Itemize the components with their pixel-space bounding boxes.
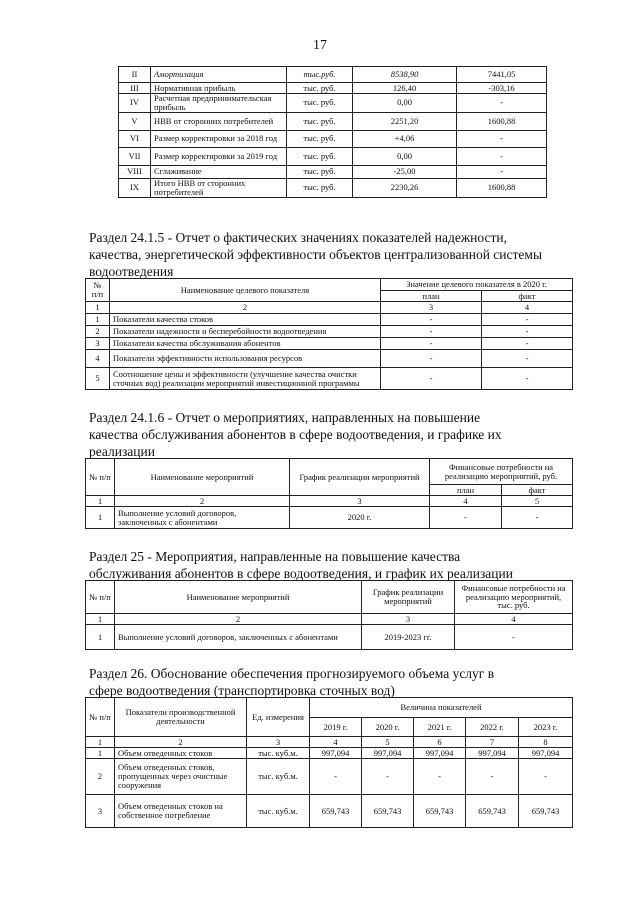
table-row [119,178,547,197]
table-cell: 4 [482,302,573,314]
cell-v1: -25,00 [353,165,457,178]
table-cell: 7 [466,737,519,748]
table-row [119,94,547,113]
cell-plan: - [381,350,482,368]
col-header-year: 2021 г. [414,718,466,737]
col-header-year: 2020 г. [362,718,414,737]
cell-fact: - [482,338,573,350]
cell-v2: - [457,130,547,147]
index-row [86,496,573,507]
cell-plan: - [381,338,482,350]
cell-unit: тыс. руб. [287,112,353,130]
cell-value: 997,094 [362,748,414,759]
col-header-num: № п/п [86,581,115,614]
table-cell: - [455,625,573,650]
cell-v1: 0,00 [353,94,457,113]
table-cell: 2 [115,737,247,748]
cell-fact: - [482,350,573,368]
col-header-name: Показатели производственной деятельности [115,698,247,737]
table-cell: 3 [290,496,430,507]
cell-fact: - [482,314,573,326]
section-24-1-5-heading: Раздел 24.1.5 - Отчет о фактических значениях показателей надежности, качества, энергетической эффективности объектов централизованной системы водоотведения [89,230,543,279]
cell-value: 659,743 [362,795,414,828]
cell-value: - [466,759,519,795]
cell-name: Размер корректировки за 2018 год [151,130,287,147]
table-row [86,748,573,759]
service-volume-table [85,697,573,828]
table-cell: 2 [110,302,381,314]
col-header-num: № п/п [86,698,115,737]
cell-name: Объем отведенных стоков, пропущенных через очистные сооружения [115,759,247,795]
target-indicators-table [85,278,573,390]
cell-num: IX [119,178,151,197]
table-row [119,130,547,147]
table-cell: 2 [115,496,290,507]
table-cell: 4 [455,614,573,625]
cell-num: 5 [86,368,110,390]
cell-name: Показатели надежности и бесперебойности водоотведения [110,326,381,338]
cell-unit: тыс. куб.м. [247,759,310,795]
table-cell: 4 [310,737,362,748]
table-cell: 2020 г. [290,507,430,529]
table-row [86,795,573,828]
cell-value: - [519,759,573,795]
col-header-plan: план [430,485,502,496]
col-header-year: 2022 г. [466,718,519,737]
cell-name: Итого НВВ от сторонних потребителей [151,178,287,197]
table-cell: 2 [115,614,362,625]
col-header-fact: факт [502,485,573,496]
cell-name: Размер корректировки за 2019 год [151,147,287,165]
cell-value: 659,743 [466,795,519,828]
section-26-heading: Раздел 26. Обоснование обеспечения прогнозируемого объема услуг в сфере водоотведения (транспортировка сточных вод) [89,666,495,698]
cell-num: 2 [86,326,110,338]
cell-plan: - [381,326,482,338]
cell-v2: 1600,88 [457,178,547,197]
cell-value: 659,743 [519,795,573,828]
table-cell: 4 [430,496,502,507]
cell-name: Показатели эффективности использования ресурсов [110,350,381,368]
cell-num: VI [119,130,151,147]
table-cell: 1 [86,625,115,650]
table-cell: 5 [362,737,414,748]
cell-name: Нормативная прибыль [151,83,287,94]
cell-unit: тыс. руб. [287,94,353,113]
cell-value: - [414,759,466,795]
table-cell: 6 [414,737,466,748]
cell-v2: 7441,05 [457,67,547,83]
table-row [86,507,573,529]
table-row [119,112,547,130]
cell-value: 997,094 [310,748,362,759]
table-row [119,165,547,178]
cell-v1: 2251,20 [353,112,457,130]
cell-fact: - [482,326,573,338]
table-cell: 3 [381,302,482,314]
section-25-heading: Раздел 25 - Мероприятия, направленные на повышение качества обслуживания абонентов в сфере водоотведения, и график их реализации [89,549,513,581]
col-header-num: № п/п [86,279,110,302]
cell-unit: тыс. руб. [287,178,353,197]
col-header-unit: Ед. измерения [247,698,310,737]
cell-num: 3 [86,795,115,828]
cell-unit: тыс. руб. [287,83,353,94]
table-cell: 1 [86,507,115,529]
cell-name: Расчетная предпринимательская прибыль [151,94,287,113]
table-row [119,83,547,94]
table-row [86,314,573,326]
cell-plan: - [381,368,482,390]
table-cell: 1 [86,302,110,314]
cell-num: V [119,112,151,130]
cell-unit: тыс. руб. [287,147,353,165]
cell-num: 4 [86,350,110,368]
cell-name: Сглаживание [151,165,287,178]
col-header-value: Значение целевого показателя в 2020 г. [381,279,573,291]
cell-v1: 2230,26 [353,178,457,197]
cell-name: Показатели качества стоков [110,314,381,326]
cell-num: 1 [86,314,110,326]
cell-v2: - [457,94,547,113]
cell-value: 659,743 [310,795,362,828]
col-header-schedule: График реализации мероприятий [362,581,455,614]
table-cell: 1 [86,496,115,507]
col-header-fact: факт [482,291,573,302]
cell-value: 997,094 [519,748,573,759]
table-cell: - [502,507,573,529]
col-header-name: Наименование мероприятий [115,581,362,614]
cell-v2: -303,16 [457,83,547,94]
table-cell: 1 [86,614,115,625]
cell-v1: 126,40 [353,83,457,94]
cell-name: Объем отведенных стоков [115,748,247,759]
cell-num: 2 [86,759,115,795]
cell-name: Соотношение цены и эффективности (улучшение качества очистки сточных вод) реализации мероприятий инвестиционной программы [110,368,381,390]
cell-value: - [362,759,414,795]
financial-table [118,66,547,198]
table-cell: 1 [86,737,115,748]
cell-num: VIII [119,165,151,178]
table-row [119,67,547,83]
cell-value: - [310,759,362,795]
col-header-num: № п/п [86,459,115,496]
table-cell: 2019-2023 гг. [362,625,455,650]
cell-name: Амортизация [151,67,287,83]
page-number: 17 [313,38,327,53]
cell-num: IV [119,94,151,113]
table-row [86,625,573,650]
col-header-financial: Финансовые потребности на реализацию мероприятий, тыс. руб. [455,581,573,614]
cell-fact: - [482,368,573,390]
cell-name: НВВ от сторонних потребителей [151,112,287,130]
table-row [119,147,547,165]
cell-v1: +4,06 [353,130,457,147]
table-cell: 3 [247,737,310,748]
cell-value: 997,094 [466,748,519,759]
cell-name: Показатели качества обслуживания абонентов [110,338,381,350]
col-header-year: 2023 г. [519,718,573,737]
measures-schedule-table [85,580,573,650]
table-row [86,350,573,368]
measures-report-table [85,458,573,529]
table-cell: 5 [502,496,573,507]
col-header-year: 2019 г. [310,718,362,737]
col-header-schedule: График реализации мероприятий [290,459,430,496]
table-row [86,759,573,795]
cell-v2: - [457,165,547,178]
table-row [86,368,573,390]
section-24-1-6-heading: Раздел 24.1.6 - Отчет о мероприятиях, направленных на повышение качества обслуживания абонентов в сфере водоотведения, и графике их реализации [89,410,502,459]
table-cell: Выполнение условий договоров, заключенных с абонентами [115,507,290,529]
cell-unit: тыс. куб.м. [247,795,310,828]
cell-v2: 1600,88 [457,112,547,130]
cell-num: 1 [86,748,115,759]
table-cell: - [430,507,502,529]
cell-num: 3 [86,338,110,350]
col-header-name: Наименование целевого показателя [110,279,381,302]
cell-value: 997,094 [414,748,466,759]
cell-value: 659,743 [414,795,466,828]
index-row [86,614,573,625]
cell-name: Объем отведенных стоков на собственное потребление [115,795,247,828]
table-row [86,338,573,350]
cell-v1: 0,00 [353,147,457,165]
cell-plan: - [381,314,482,326]
col-header-plan: план [381,291,482,302]
index-row [86,737,573,748]
col-header-values: Величина показателей [310,698,573,718]
cell-unit: тыс. куб.м. [247,748,310,759]
index-row [86,302,573,314]
cell-unit: тыс.руб. [287,67,353,83]
col-header-name: Наименование мероприятий [115,459,290,496]
cell-v1: 8538,90 [353,67,457,83]
cell-num: VII [119,147,151,165]
cell-unit: тыс. руб. [287,130,353,147]
col-header-financial: Финансовые потребности на реализацию мероприятий, руб. [430,459,573,485]
cell-num: II [119,67,151,83]
table-row [86,326,573,338]
cell-unit: тыс. руб. [287,165,353,178]
table-cell: 3 [362,614,455,625]
cell-v2: - [457,147,547,165]
table-cell: 8 [519,737,573,748]
cell-num: III [119,83,151,94]
table-cell: Выполнение условий договоров, заключенных с абонентами [115,625,362,650]
